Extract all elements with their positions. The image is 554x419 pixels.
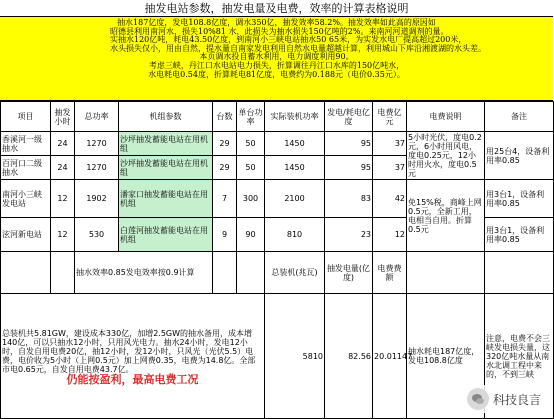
unit-params-cell: 潘家口抽发蓄能电站在用机组 [119,180,213,218]
header-tariff: 电费说明 [407,102,485,132]
summary-label-row [1,252,554,294]
intro-line: 水头损失仅小，用由自然，提水量自南家发电利用自然水电量超越计算，利用城山下库沿湘渡湖的水头差。 [110,43,486,53]
header-project: 项目 [1,102,51,132]
unit-power-cell: 90 [237,218,265,252]
project-cell: 香溪河一级抽水 [1,132,51,156]
units-cell: 29 [213,156,237,180]
intro-line: 抽水187亿度，发电108.8亿度，调水350亿，抽发效率58.2%。抽发效率如此高的原因如 [117,18,436,27]
header-hours: 抽发小时 [51,102,75,132]
power-cell: 1270 [75,132,119,156]
actual-power-cell: 2100 [265,180,325,218]
header-notes: 备注 [485,102,554,132]
efficiency-label: 抽水效率0.85发电效率按0.9计算 [75,252,213,294]
cost-cell: 42 [373,180,407,218]
header-unit-power: 单台功率 [237,102,265,132]
intro-line: 水电耗电0.54度，折算耗电81亿度，电费约为0.188元（电价0.35元）。 [148,69,405,79]
intro-line: 昭德县利用南河水，损失10%81 水，此损失为抽水损失150亿吨的2%。来南河河道调剂的量。 [110,26,449,36]
project-cell: 百河口二级抽水 [1,156,51,180]
tariff-cell: 5小时光伏，度电0.2元，6小时用风电，度电0.25元，12小时用火水，度电0.5元 [407,132,485,180]
notes-cell: 用25台4，设备利用率0.85 [485,132,554,180]
actual-power-cell: 1450 [265,156,325,180]
watermark [461,385,547,413]
station-table [0,101,554,419]
summary-text: 总装机共5.81GW，建设成本330亿，加增2.5GW的抽水备用，成本增140亿，可以只抽水12小时，只用风光电力。抽水24小时，发电12小时，自发自用电费20亿，抽12小时，发12小时，只风光（光伏5.5）电费，电价收为5小时（上网0.5元）加上网费0.35，电费为14.8亿。全部市电0.65元，自发自用电费43.7亿。 [2,328,256,374]
unit-params-cell: 沙坪抽发蓄能电站在用机组 [119,156,213,180]
intro-line: 本页调水投自蓄水利用，电力调度利用90。 [199,52,354,62]
total-cost-value: 20.01147 [373,294,407,419]
summary-tariff: 抽水耗电187亿度，发电108.8亿度 [407,294,485,419]
wechat-icon [467,388,489,410]
project-cell: 泫河新电站 [1,218,51,252]
power-cell: 530 [75,218,119,252]
summary-notes: 注意，电费不会三峡发电损失量，这320亿吨水量从南水北调工程中来的，不到三峡 [485,294,554,419]
cost-cell: 12 [373,218,407,252]
tariff-cell: 免15%税，商峰上网0.5元，全新工用，电相当自用。折算0.5元 [407,180,485,252]
units-cell: 9 [213,218,237,252]
summary-description [1,294,265,419]
profit-note: 仍能按盈利，最高电费工况 [66,372,199,386]
total-cost-label: 电费费额 [373,252,407,294]
header-cost: 电费亿元 [373,102,407,132]
hours-cell: 12 [51,180,75,218]
total-energy-label: 抽发电量(亿度) [325,252,373,294]
unit-params-cell: 白莲河抽发蓄能电站在用机组 [119,218,213,252]
total-energy-value: 82.56 [325,294,373,419]
intro-notes [0,17,553,101]
unit-params-cell: 沙坪抽发蓄能电站在用机组 [119,132,213,156]
energy-cell: 95 [325,132,373,156]
document-title: 抽发电站参数，抽发电量及电费，效率的计算表格说明 [0,0,553,17]
header-unit-params: 机组参数 [119,102,213,132]
energy-cell: 23 [325,218,373,252]
units-cell: 29 [213,132,237,156]
actual-power-cell: 810 [265,218,325,252]
cost-cell: 37 [373,156,407,180]
units-cell: 7 [213,180,237,218]
energy-cell: 95 [325,156,373,180]
actual-power-cell: 1450 [265,132,325,156]
cost-cell: 37 [373,132,407,156]
total-capacity-label: 总装机(兆瓦) [265,252,325,294]
notes-cell: 用3台1，设备利用率0.85 [485,218,554,252]
unit-power-cell: 50 [237,156,265,180]
total-capacity-value: 5810 [265,294,325,419]
hours-cell: 24 [51,156,75,180]
header-row [1,102,554,132]
hours-cell: 24 [51,132,75,156]
header-energy: 发电/耗电亿度 [325,102,373,132]
project-cell: 南河小三峡发电站 [1,180,51,218]
header-power: 总功率 [75,102,119,132]
power-cell: 1270 [75,156,119,180]
header-units: 台数 [213,102,237,132]
power-cell: 1902 [75,180,119,218]
watermark-text: 科技良言 [492,392,541,407]
unit-power-cell: 50 [237,132,265,156]
intro-line: 考虑三峡，丹江口水电站电力损失，折算调往丹江口水库的150亿吨水， [148,60,405,70]
hours-cell: 12 [51,218,75,252]
table-row [1,180,554,218]
notes-cell: 用3台1，设备利用率0.85 [485,180,554,218]
table-row [1,132,554,156]
header-actual-power: 实际装机功率 [265,102,325,132]
unit-power-cell: 300 [237,180,265,218]
energy-cell: 83 [325,180,373,218]
intro-line: 实抽水120亿吨，耗电43.50亿度，到南河小三峡电站抽水50 65米，为实发水电厂提高超过200米， [110,35,467,45]
